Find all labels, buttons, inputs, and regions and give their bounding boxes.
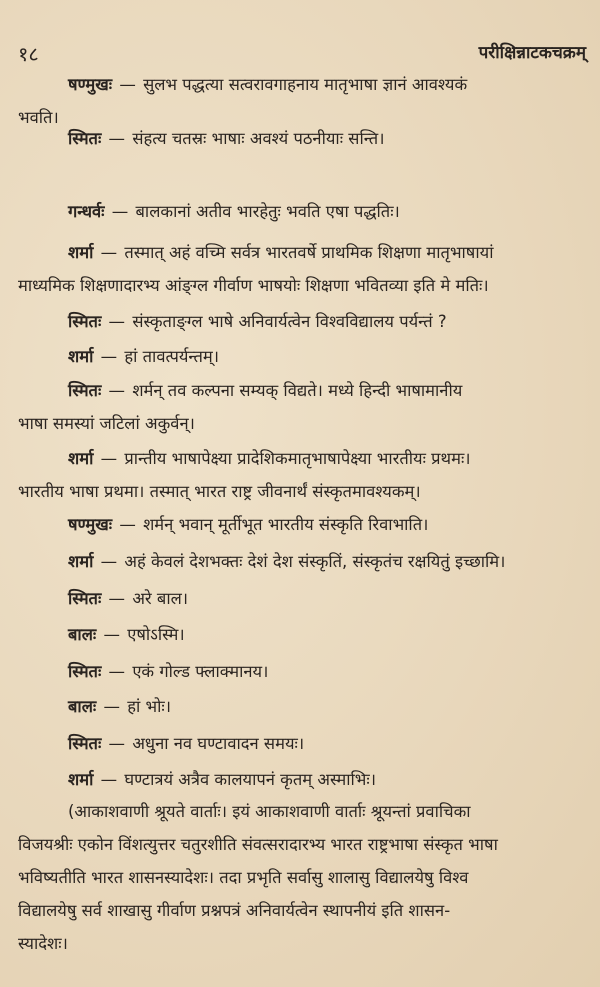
dialogue-line <box>18 374 588 407</box>
speech-dash: — <box>103 312 131 331</box>
dialogue-entry <box>18 618 588 651</box>
dialogue-entry <box>18 442 588 508</box>
dialogue-line <box>18 545 588 578</box>
stage-direction-line: विजयश्रीः एकोन विंशत्युत्तर चतुरशीति संवत्सरादारभ्य भारत राष्ट्रभाषा संस्कृत भाषा <box>18 835 498 854</box>
dialogue-line <box>18 618 588 651</box>
dialogue-line: भारतीय भाषा प्रथमा। तस्मात् भारत राष्ट्र जीवनार्थं संस्कृतमावश्यकम्। <box>18 482 421 501</box>
speech-dash: — <box>95 347 123 366</box>
speech-text: घण्टात्रयं अत्रैव कालयापनं कृतम् अस्माभिः। <box>124 770 376 789</box>
dialogue-entry <box>18 582 588 615</box>
speech-text: हां भोः। <box>127 697 171 716</box>
speech-dash: — <box>103 662 131 681</box>
dialogue-line <box>18 690 588 723</box>
dialogue-line <box>18 305 588 338</box>
speech-text: अहं केवलं देशभक्तः देशं देश संस्कृतिं, संस्कृतंच रक्षयितुं इच्छामि। <box>124 552 506 571</box>
speech-dash: — <box>103 381 131 400</box>
speaker-name: स्मितः <box>68 129 102 148</box>
page-header <box>18 40 586 66</box>
speaker-name: षण्मुखः <box>68 515 113 534</box>
speaker-name: स्मितः <box>68 589 102 608</box>
speech-dash: — <box>95 770 123 789</box>
dialogue-entry <box>18 655 588 688</box>
speaker-name: स्मितः <box>68 381 102 400</box>
speaker-name: शर्मा <box>68 347 94 366</box>
dialogue-entry <box>18 727 588 760</box>
speech-dash: — <box>95 449 123 468</box>
dialogue-line <box>18 655 588 688</box>
speech-dash: — <box>103 129 131 148</box>
dialogue-entry <box>18 236 588 302</box>
dialogue-line: माध्यमिक शिक्षणादारभ्य आंङ्ग्ल गीर्वाण भाषयोः शिक्षणा भवितव्या इति मे मतिः। <box>18 276 489 295</box>
speech-text: बालकानां अतीव भारहेतुः भवति एषा पद्धतिः। <box>135 202 400 221</box>
stage-direction-line: (आकाशवाणी श्रूयते वार्ताः। इयं आकाशवाणी वार्ताः श्रूयन्तां प्रवाचिका <box>68 802 471 821</box>
speaker-name: स्मितः <box>68 734 102 753</box>
speaker-name: बालः <box>68 625 97 644</box>
stage-direction-line: विद्यालयेषु सर्व शाखासु गीर्वाण प्रश्नपत्रं अनिवार्यत्वेन स्थापनीयं इति शासन- <box>18 901 451 920</box>
dialogue-entry <box>18 195 588 228</box>
speaker-name: शर्मा <box>68 552 94 571</box>
speech-dash: — <box>114 75 142 94</box>
dialogue-line <box>18 727 588 760</box>
speech-text: एषोऽस्मि। <box>127 625 185 644</box>
speech-dash: — <box>103 589 131 608</box>
speech-dash: — <box>114 515 142 534</box>
speech-text: अधुना नव घण्टावादन समयः। <box>132 734 305 753</box>
speech-text: शर्मन् भवान् मूर्तीभूत भारतीय संस्कृति रिवाभाति। <box>143 515 429 534</box>
dialogue-entry <box>18 340 588 373</box>
dialogue-line <box>18 508 588 541</box>
speaker-name: स्मितः <box>68 662 102 681</box>
speaker-name: बालः <box>68 697 97 716</box>
speech-text: एकं गोल्ड फ्लाक्मानय। <box>132 662 269 681</box>
dialogue-line <box>18 122 588 155</box>
speech-text: सुलभ पद्धत्या सत्वरावगाहनाय मातृभाषा ज्ञानं आवश्यकं <box>143 75 468 94</box>
dialogue-line: भाषा समस्यां जटिलां अकुर्वन्। <box>18 414 195 433</box>
speaker-name: षण्मुखः <box>68 75 113 94</box>
dialogue-line: भवति। <box>18 108 59 127</box>
speech-dash: — <box>95 243 123 262</box>
dialogue-entry <box>18 508 588 541</box>
dialogue-entry <box>18 374 588 440</box>
dialogue-entry <box>18 763 588 796</box>
speaker-name: शर्मा <box>68 243 94 262</box>
dialogue-line <box>18 582 588 615</box>
speech-text: संहत्य चतस्रः भाषाः अवश्यं पठनीयाः सन्ति। <box>132 129 385 148</box>
dialogue-entry <box>18 122 588 155</box>
speech-text: प्रान्तीय भाषापेक्ष्या प्रादेशिकमातृभाषापेक्ष्या भारतीयः प्रथमः। <box>124 449 471 468</box>
speech-dash: — <box>103 734 131 753</box>
dialogue-entry <box>18 690 588 723</box>
speaker-name: शर्मा <box>68 449 94 468</box>
speaker-name: गन्धर्वः <box>68 202 105 221</box>
speech-text: संस्कृताङ्ग्ल भाषे अनिवार्यत्वेन विश्वविद्यालय पर्यन्तं ? <box>132 312 447 331</box>
dialogue-line <box>18 763 588 796</box>
speech-text: अरे बाल। <box>132 589 189 608</box>
speaker-name: स्मितः <box>68 312 102 331</box>
speech-text: शर्मन् तव कल्पना सम्यक् विद्यते। मध्ये हिन्दी भाषामानीय <box>132 381 463 400</box>
running-title: परीक्षिन्नाटकचक्रम् <box>478 43 586 63</box>
speech-dash: — <box>95 552 123 571</box>
speech-dash: — <box>98 625 126 644</box>
page-number: १८ <box>18 42 39 66</box>
stage-direction-line: स्यादेशः। <box>18 934 68 953</box>
dialogue-line <box>18 442 588 475</box>
speech-text: तस्मात् अहं वच्मि सर्वत्र भारतवर्षे प्राथमिक शिक्षणा मातृभाषायां <box>124 243 494 262</box>
stage-direction-line: भविष्यतीति भारत शासनस्यादेशः। तदा प्रभृति सर्वासु शालासु विद्यालयेषु विश्व <box>18 868 469 887</box>
dialogue-line <box>18 340 588 373</box>
dialogue-entry <box>18 545 588 578</box>
speech-text: हां तावत्पर्यन्तम्। <box>124 347 220 366</box>
speaker-name: शर्मा <box>68 770 94 789</box>
stage-direction <box>18 795 588 960</box>
dialogue-line <box>18 195 588 228</box>
speech-dash: — <box>98 697 126 716</box>
speech-dash: — <box>106 202 134 221</box>
dialogue-line <box>18 68 588 101</box>
dialogue-line <box>18 236 588 269</box>
dialogue-entry <box>18 305 588 338</box>
